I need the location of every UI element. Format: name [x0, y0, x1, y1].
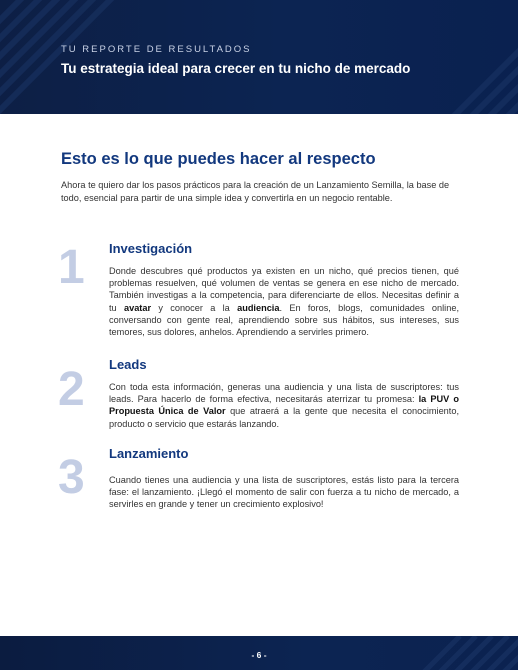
- step-3-number: 3: [58, 451, 85, 504]
- step-2-bold-puv: la PUV o Propuesta Única de Valor: [109, 394, 459, 417]
- step-1-title: Investigación: [109, 241, 193, 256]
- header-title: Tu estrategia ideal para crecer en tu nicho de mercado: [61, 61, 411, 76]
- header-kicker: TU REPORTE DE RESULTADOS: [61, 44, 252, 55]
- header-banner: [0, 0, 518, 114]
- step-1-body: Donde descubres qué productos ya existen en un nicho, qué precios tienen, qué problemas resuelven, qué volumen de ventas se genera en ese nicho de mercado. También investigas a la competencia, para diferenciarte de ellos. Necesitas definir a tu avatar y conocer a la audiencia. En foros, blogs, comunidades online, conversando con gente real, aprendiendo sobre sus hábitos, sus intereses, sus temores, sus dolores, anhelos. Aprendiendo a servirles primero.: [109, 266, 459, 338]
- footer-banner: [0, 636, 518, 670]
- step-2-number: 2: [58, 363, 85, 416]
- step-2-body: Con toda esta información, generas una audiencia y una lista de suscriptores: tus leads. Para hacerlo de forma efectiva, necesitarás aterrizar tu promesa: la PUV o Propuesta Única de Valor que atraerá a la gente que necesita el conocimiento, producto o servicio que estarás lanzando.: [109, 382, 459, 429]
- step-3-body: Cuando tienes una audiencia y una lista de suscriptores, estás listo para la tercera fase: el lanzamiento. ¡Llegó el momento de salir con fuerza a tu nicho de mercado, a servirles en grande y tener un crecimiento explosivo!: [109, 475, 459, 510]
- header-stripes-decoration: [0, 0, 518, 114]
- step-1-bold-audiencia: audiencia: [237, 302, 280, 313]
- page-number: - 6 -: [251, 650, 267, 660]
- intro-paragraph: Ahora te quiero dar los pasos prácticos para la creación de un Lanzamiento Semilla, la base de todo, esencial para partir de una simple idea y convertirla en un negocio rentable.: [61, 180, 450, 203]
- step-1-number: 1: [58, 241, 85, 294]
- step-1-bold-avatar: avatar: [123, 302, 152, 313]
- section-title: Esto es lo que puedes hacer al respecto: [61, 150, 376, 168]
- step-2-title: Leads: [109, 357, 147, 372]
- step-3-title: Lanzamiento: [109, 446, 189, 461]
